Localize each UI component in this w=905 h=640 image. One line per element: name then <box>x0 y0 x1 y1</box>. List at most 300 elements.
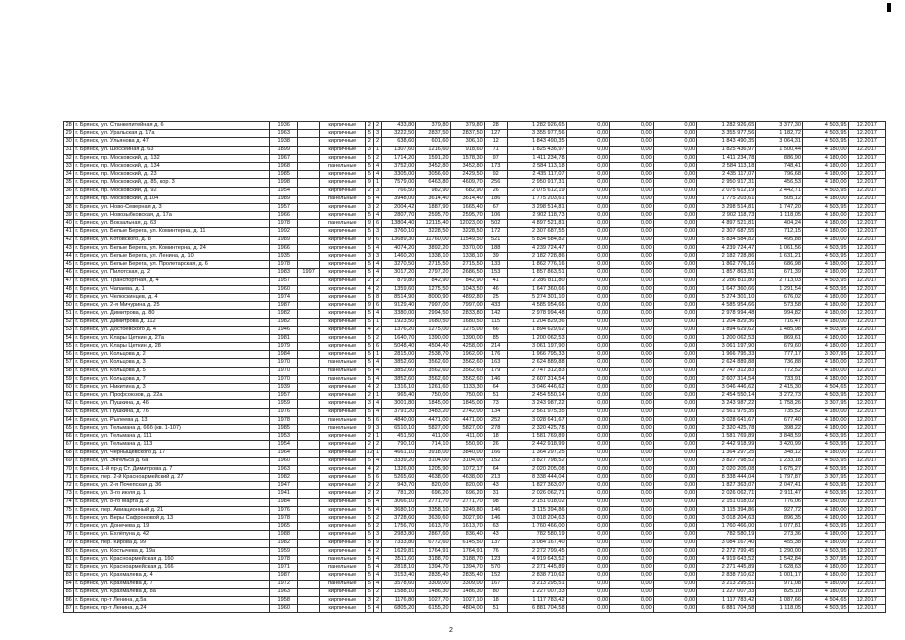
cell-row-number: 81 <box>64 555 74 563</box>
cell-year-renovated <box>298 203 320 211</box>
cell-wall-material: кирпичные <box>320 293 366 301</box>
cell-cost-fund-a: 0,00 <box>566 564 610 572</box>
cell-completion-date: 12.2017 <box>848 203 885 211</box>
cell-cost-fund-a: 0,00 <box>566 212 610 220</box>
cell-entrances: 2 <box>373 588 381 596</box>
cell-row-number: 82 <box>64 564 74 572</box>
cell-entrances: 2 <box>373 326 381 334</box>
cell-total-area: 2818,10 <box>382 564 416 572</box>
cell-year-renovated <box>298 564 320 572</box>
cell-cost-fund-b: 0,00 <box>610 154 654 162</box>
cell-cost-owners: 3 355 977,56 <box>697 130 756 138</box>
cell-cost-owners: 1 200 062,53 <box>697 334 756 342</box>
cell-living-area: 3056,60 <box>416 171 450 179</box>
cell-year-built: 1982 <box>270 539 298 547</box>
cell-row-number: 66 <box>64 433 74 441</box>
cell-year-renovated <box>298 277 320 285</box>
cell-limit-cost: 4 180,00 <box>802 564 848 572</box>
cell-residents: 39 <box>484 253 507 261</box>
cell-address: г. Брянск, ул. Черныщевского д. 17 <box>74 449 270 457</box>
cell-row-number: 28 <box>64 122 74 130</box>
cell-unit-cost: 772,52 <box>756 367 803 375</box>
cell-wall-material: кирпичные <box>320 302 366 310</box>
cell-cost-fund-c: 0,00 <box>653 162 697 170</box>
cell-completion-date: 12.2017 <box>848 122 885 130</box>
cell-row-number: 56 <box>64 351 74 359</box>
cell-cost-fund-b: 0,00 <box>610 580 654 588</box>
cell-total-area: 6510,10 <box>382 424 416 432</box>
cell-floors: 5 <box>365 474 373 482</box>
cell-wall-material: кирпичные <box>320 154 366 162</box>
cell-year-renovated <box>298 605 320 613</box>
cell-entrances: 4 <box>373 457 381 465</box>
table-row <box>64 302 886 310</box>
cell-limit-cost: 4 503,95 <box>802 465 848 473</box>
cell-row-number: 51 <box>64 310 74 318</box>
cell-cost-owners: 2 075 612,19 <box>697 187 756 195</box>
cell-row-number: 74 <box>64 498 74 506</box>
cell-residents: 167 <box>484 580 507 588</box>
cell-entrances: 3 <box>373 253 381 261</box>
cell-row-number: 33 <box>64 162 74 170</box>
cell-limit-cost: 4 503,95 <box>802 244 848 252</box>
cell-residential-area: 3104,00 <box>450 457 484 465</box>
cell-limit-cost: 4 503,95 <box>802 130 848 138</box>
cell-cost-fund-b: 0,00 <box>610 343 654 351</box>
cell-living-area: 1591,20 <box>416 154 450 162</box>
cell-limit-cost: 4 503,95 <box>802 547 848 555</box>
cell-total-cost: 1 227 007,33 <box>507 588 566 596</box>
cell-residential-area: 5827,00 <box>450 424 484 432</box>
cell-cost-fund-a: 0,00 <box>566 359 610 367</box>
cell-address: г. Брянск, ул. Клары Цеткин д. 27а <box>74 334 270 342</box>
table-row <box>64 515 886 523</box>
cell-row-number: 83 <box>64 572 74 580</box>
cell-cost-owners: 3 243 987,22 <box>697 400 756 408</box>
cell-entrances: 4 <box>373 555 381 563</box>
cell-cost-fund-c: 0,00 <box>653 253 697 261</box>
cell-wall-material: кирпичные <box>320 326 366 334</box>
cell-living-area: 3562,60 <box>416 375 450 383</box>
cell-cost-fund-c: 0,00 <box>653 277 697 285</box>
cell-cost-fund-c: 0,00 <box>653 269 697 277</box>
cell-residents: 570 <box>484 564 507 572</box>
cell-floors: 5 <box>365 416 373 424</box>
table-row <box>64 285 886 293</box>
table-row <box>64 498 886 506</box>
table-row <box>64 547 886 555</box>
cell-cost-fund-a: 0,00 <box>566 392 610 400</box>
cell-cost-fund-a: 0,00 <box>566 408 610 416</box>
cell-row-number: 46 <box>64 269 74 277</box>
cell-cost-fund-b: 0,00 <box>610 605 654 613</box>
cell-entrances: 3 <box>373 424 381 432</box>
cell-total-area: 5265,60 <box>382 474 416 482</box>
cell-total-cost: 2 026 062,71 <box>507 490 566 498</box>
cell-total-area: 1756,70 <box>382 523 416 531</box>
table-row <box>64 122 886 130</box>
cell-address: г. Брянск, ул. Ехлёпуна д. 42 <box>74 531 270 539</box>
cell-cost-owners: 2 454 550,14 <box>697 392 756 400</box>
table-row <box>64 334 886 342</box>
cell-living-area: 696,20 <box>416 490 450 498</box>
cell-limit-cost: 4 180,00 <box>802 449 848 457</box>
cell-year-built: 1965 <box>270 523 298 531</box>
table-row <box>64 375 886 383</box>
cell-cost-owners: 1 411 234,78 <box>697 154 756 162</box>
cell-address: г. Брянск, ул. Кольцова д. 5 <box>74 367 270 375</box>
table-body <box>64 122 886 613</box>
cell-living-area: 3452,80 <box>416 162 450 170</box>
cell-residents: 26 <box>484 187 507 195</box>
cell-unit-cost: 733,91 <box>756 375 803 383</box>
cell-completion-date: 12.2017 <box>848 580 885 588</box>
cell-address: г. Брянск, пер. Авиационный д. 21 <box>74 506 270 514</box>
cell-completion-date: 12.2017 <box>848 146 885 154</box>
cell-total-cost: 2 151 018,02 <box>507 498 566 506</box>
cell-entrances: 2 <box>373 384 381 392</box>
cell-cost-fund-a: 0,00 <box>566 490 610 498</box>
cell-floors: 2 <box>365 392 373 400</box>
cell-living-area: 3562,60 <box>416 367 450 375</box>
cell-year-built: 1938 <box>270 138 298 146</box>
cell-year-built: 1946 <box>270 326 298 334</box>
cell-residents: 92 <box>484 171 507 179</box>
table-row <box>64 138 886 146</box>
cell-total-cost: 8 338 444,04 <box>507 474 566 482</box>
cell-wall-material: панельные <box>320 416 366 424</box>
cell-cost-owners: 3 298 514,81 <box>697 203 756 211</box>
cell-limit-cost: 4 180,00 <box>802 498 848 506</box>
cell-row-number: 86 <box>64 596 74 604</box>
cell-unit-cost: 677,40 <box>756 416 803 424</box>
cell-floors: 5 <box>365 162 373 170</box>
cell-total-area: 766,50 <box>382 187 416 195</box>
cell-floors: 5 <box>365 334 373 342</box>
cell-row-number: 87 <box>64 605 74 613</box>
cell-total-cost: 1 581 769,89 <box>507 433 566 441</box>
cell-cost-fund-a: 0,00 <box>566 253 610 261</box>
cell-residents: 278 <box>484 424 507 432</box>
cell-wall-material: кирпичные <box>320 408 366 416</box>
cell-living-area: 3358,10 <box>416 506 450 514</box>
cell-total-cost: 2 454 550,14 <box>507 392 566 400</box>
table-row <box>64 228 886 236</box>
cell-cost-fund-b: 0,00 <box>610 547 654 555</box>
cell-residents: 73 <box>484 400 507 408</box>
cell-cost-fund-b: 0,00 <box>610 531 654 539</box>
cell-cost-fund-b: 0,00 <box>610 277 654 285</box>
cell-total-cost: 3 355 977,56 <box>507 130 566 138</box>
cell-wall-material: панельные <box>320 424 366 432</box>
cell-total-area: 3791,20 <box>382 408 416 416</box>
cell-year-built: 1939 <box>270 384 298 392</box>
cell-year-renovated <box>298 588 320 596</box>
cell-year-renovated <box>298 367 320 375</box>
cell-living-area: 379,80 <box>416 122 450 130</box>
cell-living-area: 2538,70 <box>416 351 450 359</box>
table-row <box>64 171 886 179</box>
cell-residential-area: 3228,50 <box>450 228 484 236</box>
cell-cost-fund-c: 0,00 <box>653 416 697 424</box>
cell-address: г. Брянск, ул. Донечева д. 19 <box>74 523 270 531</box>
cell-cost-fund-c: 0,00 <box>653 228 697 236</box>
cell-floors: 5 <box>365 498 373 506</box>
cell-residents: 152 <box>484 572 507 580</box>
cell-limit-cost: 4 503,95 <box>802 433 848 441</box>
cell-cost-fund-c: 0,00 <box>653 433 697 441</box>
cell-address: г. Брянск, 1-й пр-д Ст. Димитрова д. 7 <box>74 465 270 473</box>
cell-wall-material: кирпичные <box>320 236 366 244</box>
cell-total-area: 3680,10 <box>382 506 416 514</box>
cell-cost-fund-b: 0,00 <box>610 285 654 293</box>
cell-row-number: 34 <box>64 171 74 179</box>
cell-entrances: 2 <box>373 465 381 473</box>
cell-year-renovated <box>298 334 320 342</box>
cell-total-area: 3153,40 <box>382 572 416 580</box>
cell-total-cost: 4 897 521,81 <box>507 220 566 228</box>
cell-address: г. Брянск, ул. Тельмана д. 113 <box>74 441 270 449</box>
cell-total-cost: 2 584 113,18 <box>507 162 566 170</box>
table-row <box>64 195 886 203</box>
cell-residential-area: 750,00 <box>450 392 484 400</box>
cell-total-area: 3339,20 <box>382 457 416 465</box>
cell-cost-owners: 3 028 641,67 <box>697 416 756 424</box>
cell-cost-fund-a: 0,00 <box>566 285 610 293</box>
cell-cost-owners: 5 274 301,10 <box>697 293 756 301</box>
cell-total-area: 3948,00 <box>382 195 416 203</box>
cell-entrances: 4 <box>373 564 381 572</box>
table-row <box>64 457 886 465</box>
cell-year-renovated <box>298 384 320 392</box>
cell-total-area: 1923,50 <box>382 318 416 326</box>
cell-cost-fund-a: 0,00 <box>566 539 610 547</box>
cell-cost-fund-b: 0,00 <box>610 564 654 572</box>
cell-total-cost: 2 320 425,78 <box>507 424 566 432</box>
cell-cost-owners: 1 843 490,35 <box>697 138 756 146</box>
cell-total-area: 790,10 <box>382 441 416 449</box>
cell-total-cost: 2 607 314,54 <box>507 375 566 383</box>
cell-cost-fund-c: 0,00 <box>653 555 697 563</box>
cell-unit-cost: 748,41 <box>756 162 803 170</box>
cell-wall-material: кирпичные <box>320 179 366 187</box>
cell-year-renovated <box>298 236 320 244</box>
cell-row-number: 40 <box>64 220 74 228</box>
page-number: 2 <box>449 627 453 634</box>
cell-wall-material: кирпичные <box>320 457 366 465</box>
cell-limit-cost: 4 180,00 <box>802 146 848 154</box>
cell-address: г. Брянск, ул. Кольцова д. 3 <box>74 359 270 367</box>
cell-cost-owners: 2 272 799,45 <box>697 547 756 555</box>
cell-cost-fund-c: 0,00 <box>653 171 697 179</box>
cell-total-area: 1714,20 <box>382 154 416 162</box>
cell-unit-cost: 1 233,18 <box>756 457 803 465</box>
table-row <box>64 408 886 416</box>
cell-residents: 51 <box>484 605 507 613</box>
table-row <box>64 343 886 351</box>
cell-unit-cost: 505,12 <box>756 195 803 203</box>
cell-floors: 5 <box>365 523 373 531</box>
cell-total-cost: 3 115 394,86 <box>507 506 566 514</box>
table-row <box>64 326 886 334</box>
cell-cost-fund-c: 0,00 <box>653 523 697 531</box>
cell-address: г. Брянск, ул. Димитрова, д. 80 <box>74 310 270 318</box>
cell-row-number: 41 <box>64 228 74 236</box>
cell-completion-date: 12.2017 <box>848 433 885 441</box>
cell-living-area: 982,90 <box>416 187 450 195</box>
cell-address: г. Брянск, ул. Транспортная, д. 4 <box>74 277 270 285</box>
cell-year-built: 1978 <box>270 261 298 269</box>
cell-total-cost: 3 827 798,52 <box>507 457 566 465</box>
cell-cost-fund-a: 0,00 <box>566 179 610 187</box>
cell-total-area: 451,50 <box>382 433 416 441</box>
table-row <box>64 179 886 187</box>
cell-address: г. Брянск, ул. Крахмалева д. 7 <box>74 580 270 588</box>
cell-year-built: 1979 <box>270 343 298 351</box>
cell-year-renovated <box>298 326 320 334</box>
cell-unit-cost: 716,47 <box>756 318 803 326</box>
cell-limit-cost: 4 180,00 <box>802 228 848 236</box>
table-row <box>64 187 886 195</box>
cell-total-cost: 3 243 987,22 <box>507 400 566 408</box>
cell-living-area: 1613,70 <box>416 523 450 531</box>
cell-year-built: 1963 <box>270 588 298 596</box>
cell-completion-date: 12.2017 <box>848 572 885 580</box>
cell-total-cost: 2 435 117,07 <box>507 171 566 179</box>
cell-cost-fund-a: 0,00 <box>566 457 610 465</box>
cell-wall-material: кирпичные <box>320 310 366 318</box>
cell-completion-date: 12.2017 <box>848 392 885 400</box>
cell-residents: 252 <box>484 416 507 424</box>
cell-floors: 5 <box>365 580 373 588</box>
cell-total-cost: 1 775 203,61 <box>507 195 566 203</box>
cell-year-built: 1899 <box>270 146 298 154</box>
cell-wall-material: кирпичные <box>320 122 366 130</box>
cell-unit-cost: 1 628,63 <box>756 564 803 572</box>
cell-cost-fund-b: 0,00 <box>610 220 654 228</box>
cell-cost-fund-a: 0,00 <box>566 416 610 424</box>
cell-total-cost: 1 411 234,78 <box>507 154 566 162</box>
table-row <box>64 588 886 596</box>
cell-living-area: 3104,00 <box>416 457 450 465</box>
cell-row-number: 78 <box>64 531 74 539</box>
cell-floors: 5 <box>365 212 373 220</box>
cell-unit-cost: 2 442,71 <box>756 187 803 195</box>
cell-unit-cost: 456,53 <box>756 179 803 187</box>
cell-total-area: 3305,00 <box>382 171 416 179</box>
cell-row-number: 69 <box>64 457 74 465</box>
cell-total-cost: 2 286 811,80 <box>507 277 566 285</box>
cell-residents: 186 <box>484 195 507 203</box>
cell-residents: 98 <box>484 498 507 506</box>
cell-total-area: 13804,40 <box>382 220 416 228</box>
cell-unit-cost: 1 001,17 <box>756 572 803 580</box>
cell-cost-fund-c: 0,00 <box>653 220 697 228</box>
cell-wall-material: кирпичные <box>320 244 366 252</box>
cell-living-area: 2715,50 <box>416 261 450 269</box>
table-row <box>64 146 886 154</box>
table-row <box>64 482 886 490</box>
cell-total-cost: 2 182 728,86 <box>507 253 566 261</box>
cell-residential-area: 2429,50 <box>450 171 484 179</box>
cell-total-cost: 2 442 918,99 <box>507 441 566 449</box>
cell-completion-date: 12.2017 <box>848 441 885 449</box>
cell-living-area: 1338,10 <box>416 253 450 261</box>
cell-year-built: 1978 <box>270 220 298 228</box>
cell-unit-cost: 896,35 <box>756 515 803 523</box>
cell-limit-cost: 4 180,00 <box>802 334 848 342</box>
cell-completion-date: 12.2017 <box>848 334 885 342</box>
cell-total-area: 13689,30 <box>382 236 416 244</box>
cell-completion-date: 12.2017 <box>848 261 885 269</box>
cell-completion-date: 12.2017 <box>848 285 885 293</box>
cell-cost-fund-a: 0,00 <box>566 596 610 604</box>
cell-row-number: 29 <box>64 130 74 138</box>
cell-unit-cost: 398,22 <box>756 424 803 432</box>
cell-total-cost: 1 200 062,53 <box>507 334 566 342</box>
cell-cost-fund-b: 0,00 <box>610 375 654 383</box>
cell-residential-area: 550,90 <box>450 441 484 449</box>
cell-row-number: 44 <box>64 253 74 261</box>
cell-year-renovated <box>298 261 320 269</box>
cell-completion-date: 12.2017 <box>848 564 885 572</box>
cell-completion-date: 12.2017 <box>848 130 885 138</box>
cell-cost-fund-c: 0,00 <box>653 154 697 162</box>
cell-unit-cost: 676,02 <box>756 293 803 301</box>
cell-year-renovated <box>298 449 320 457</box>
table-row <box>64 261 886 269</box>
cell-cost-fund-b: 0,00 <box>610 162 654 170</box>
cell-address: г. Брянск, ул. Белые Берега, ул. Коминтерна, д. 24 <box>74 244 270 252</box>
cell-address: г. Брянск, ул. Уральская д. 17а <box>74 130 270 138</box>
cell-total-cost: 2 307 687,55 <box>507 228 566 236</box>
cell-cost-fund-c: 0,00 <box>653 498 697 506</box>
cell-address: г. Брянск, пр-т Ленина, д.24 <box>74 605 270 613</box>
cell-residential-area: 842,90 <box>450 277 484 285</box>
cell-cost-fund-c: 0,00 <box>653 490 697 498</box>
cell-cost-fund-b: 0,00 <box>610 212 654 220</box>
cell-entrances: 6 <box>373 302 381 310</box>
cell-completion-date: 12.2017 <box>848 310 885 318</box>
cell-floors: 5 <box>365 539 373 547</box>
cell-unit-cost: 1 675,27 <box>756 465 803 473</box>
cell-total-cost: 1 825 436,97 <box>507 146 566 154</box>
cell-cost-owners: 3 115 394,86 <box>697 506 756 514</box>
cell-floors: 9 <box>365 302 373 310</box>
cell-cost-fund-b: 0,00 <box>610 572 654 580</box>
cell-cost-fund-a: 0,00 <box>566 171 610 179</box>
cell-total-area: 4840,00 <box>382 416 416 424</box>
cell-total-cost: 2 271 445,89 <box>507 564 566 572</box>
cell-row-number: 85 <box>64 588 74 596</box>
cell-year-built: 1967 <box>270 154 298 162</box>
cell-unit-cost: 3 064,31 <box>756 138 803 146</box>
cell-total-area: 4661,10 <box>382 449 416 457</box>
cell-wall-material: кирпичные <box>320 490 366 498</box>
cell-wall-material: панельные <box>320 359 366 367</box>
cell-residential-area: 2771,70 <box>450 498 484 506</box>
cell-cost-fund-a: 0,00 <box>566 269 610 277</box>
cell-completion-date: 12.2017 <box>848 605 885 613</box>
cell-floors: 5 <box>365 244 373 252</box>
cell-completion-date: 12.2017 <box>848 498 885 506</box>
cell-residential-area: 696,20 <box>450 490 484 498</box>
cell-total-cost: 2 624 889,88 <box>507 359 566 367</box>
cell-total-area: 1629,81 <box>382 547 416 555</box>
cell-cost-owners: 1 825 436,97 <box>697 146 756 154</box>
cell-total-cost: 1 827 363,07 <box>507 482 566 490</box>
cell-cost-fund-c: 0,00 <box>653 482 697 490</box>
